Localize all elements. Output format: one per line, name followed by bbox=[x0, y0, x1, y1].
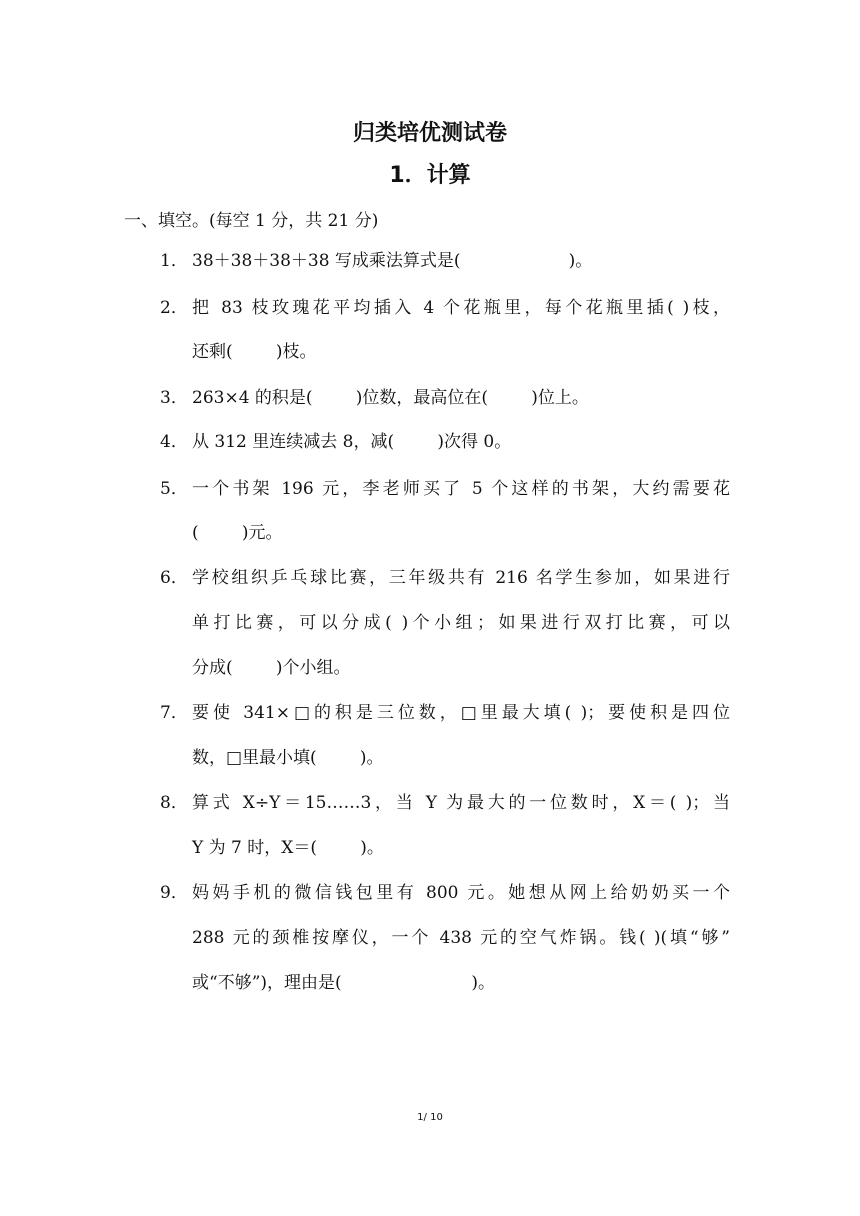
question-text: 或“不够”)，理由是( )。 bbox=[192, 973, 495, 993]
question-text: 38＋38＋38＋38 写成乘法算式是( )。 bbox=[192, 251, 593, 271]
question-8-line-1 bbox=[160, 791, 730, 815]
question-text: 要使 341×□的积是三位数，□里最大填( )；要使积是四位 bbox=[192, 703, 730, 723]
question-number: 2． bbox=[160, 298, 188, 318]
question-number: 1． bbox=[160, 251, 188, 271]
question-text: 学校组织乒乓球比赛，三年级共有 216 名学生参加，如果进行 bbox=[192, 568, 730, 588]
question-text: 单打比赛，可以分成( )个小组；如果进行双打比赛，可以 bbox=[192, 613, 730, 633]
question-6-line-3 bbox=[192, 656, 351, 680]
question-9-line-1 bbox=[160, 881, 730, 905]
doc-subtitle: 1．计算 bbox=[389, 163, 471, 188]
question-text: 数，□里最小填( )。 bbox=[192, 748, 384, 768]
question-7-line-1 bbox=[160, 701, 730, 725]
question-8-line-2 bbox=[192, 836, 384, 860]
page-number: 1/ 10 bbox=[417, 1112, 443, 1123]
question-number: 6． bbox=[160, 568, 188, 588]
question-5-line-1 bbox=[160, 477, 730, 501]
question-text: 一个书架 196 元，李老师买了 5 个这样的书架，大约需要花 bbox=[192, 479, 730, 499]
question-text: 还剩( )枝。 bbox=[192, 342, 317, 362]
question-5-line-2 bbox=[192, 521, 283, 545]
question-6-line-1 bbox=[160, 566, 730, 590]
question-4-line-1 bbox=[160, 430, 511, 454]
question-text: 妈妈手机的微信钱包里有 800 元。她想从网上给奶奶买一个 bbox=[192, 883, 730, 903]
question-text: 分成( )个小组。 bbox=[192, 658, 351, 678]
question-text: 263×4 的积是( )位数，最高位在( )位上。 bbox=[192, 388, 589, 408]
question-number: 3． bbox=[160, 388, 188, 408]
question-number: 8． bbox=[160, 793, 188, 813]
question-text: 把 83 枝玫瑰花平均插入 4 个花瓶里，每个花瓶里插( )枝， bbox=[192, 298, 730, 318]
question-number: 5． bbox=[160, 479, 188, 499]
question-9-line-3 bbox=[192, 971, 495, 995]
question-number: 9． bbox=[160, 883, 188, 903]
question-2-line-1 bbox=[160, 296, 730, 320]
question-text: Y 为 7 时，X＝( )。 bbox=[192, 838, 384, 858]
question-number: 7． bbox=[160, 703, 188, 723]
question-text: 算式 X÷Y＝15……3，当 Y 为最大的一位数时，X＝( )；当 bbox=[192, 793, 730, 813]
section-heading: 一、填空。(每空 1 分，共 21 分) bbox=[124, 211, 379, 231]
question-1-line-1 bbox=[160, 249, 592, 273]
doc-title: 归类培优测试卷 bbox=[352, 121, 507, 146]
question-text: 288 元的颈椎按摩仪，一个 438 元的空气炸锅。钱( )(填“够” bbox=[192, 928, 730, 948]
question-text: 从 312 里连续减去 8，减( )次得 0。 bbox=[192, 432, 512, 452]
question-number: 4． bbox=[160, 432, 188, 452]
question-2-line-2 bbox=[192, 340, 317, 364]
question-6-line-2 bbox=[192, 611, 730, 635]
question-3-line-1 bbox=[160, 386, 589, 410]
question-9-line-2 bbox=[192, 926, 730, 950]
question-7-line-2 bbox=[192, 746, 384, 770]
question-text: ( )元。 bbox=[192, 523, 283, 543]
